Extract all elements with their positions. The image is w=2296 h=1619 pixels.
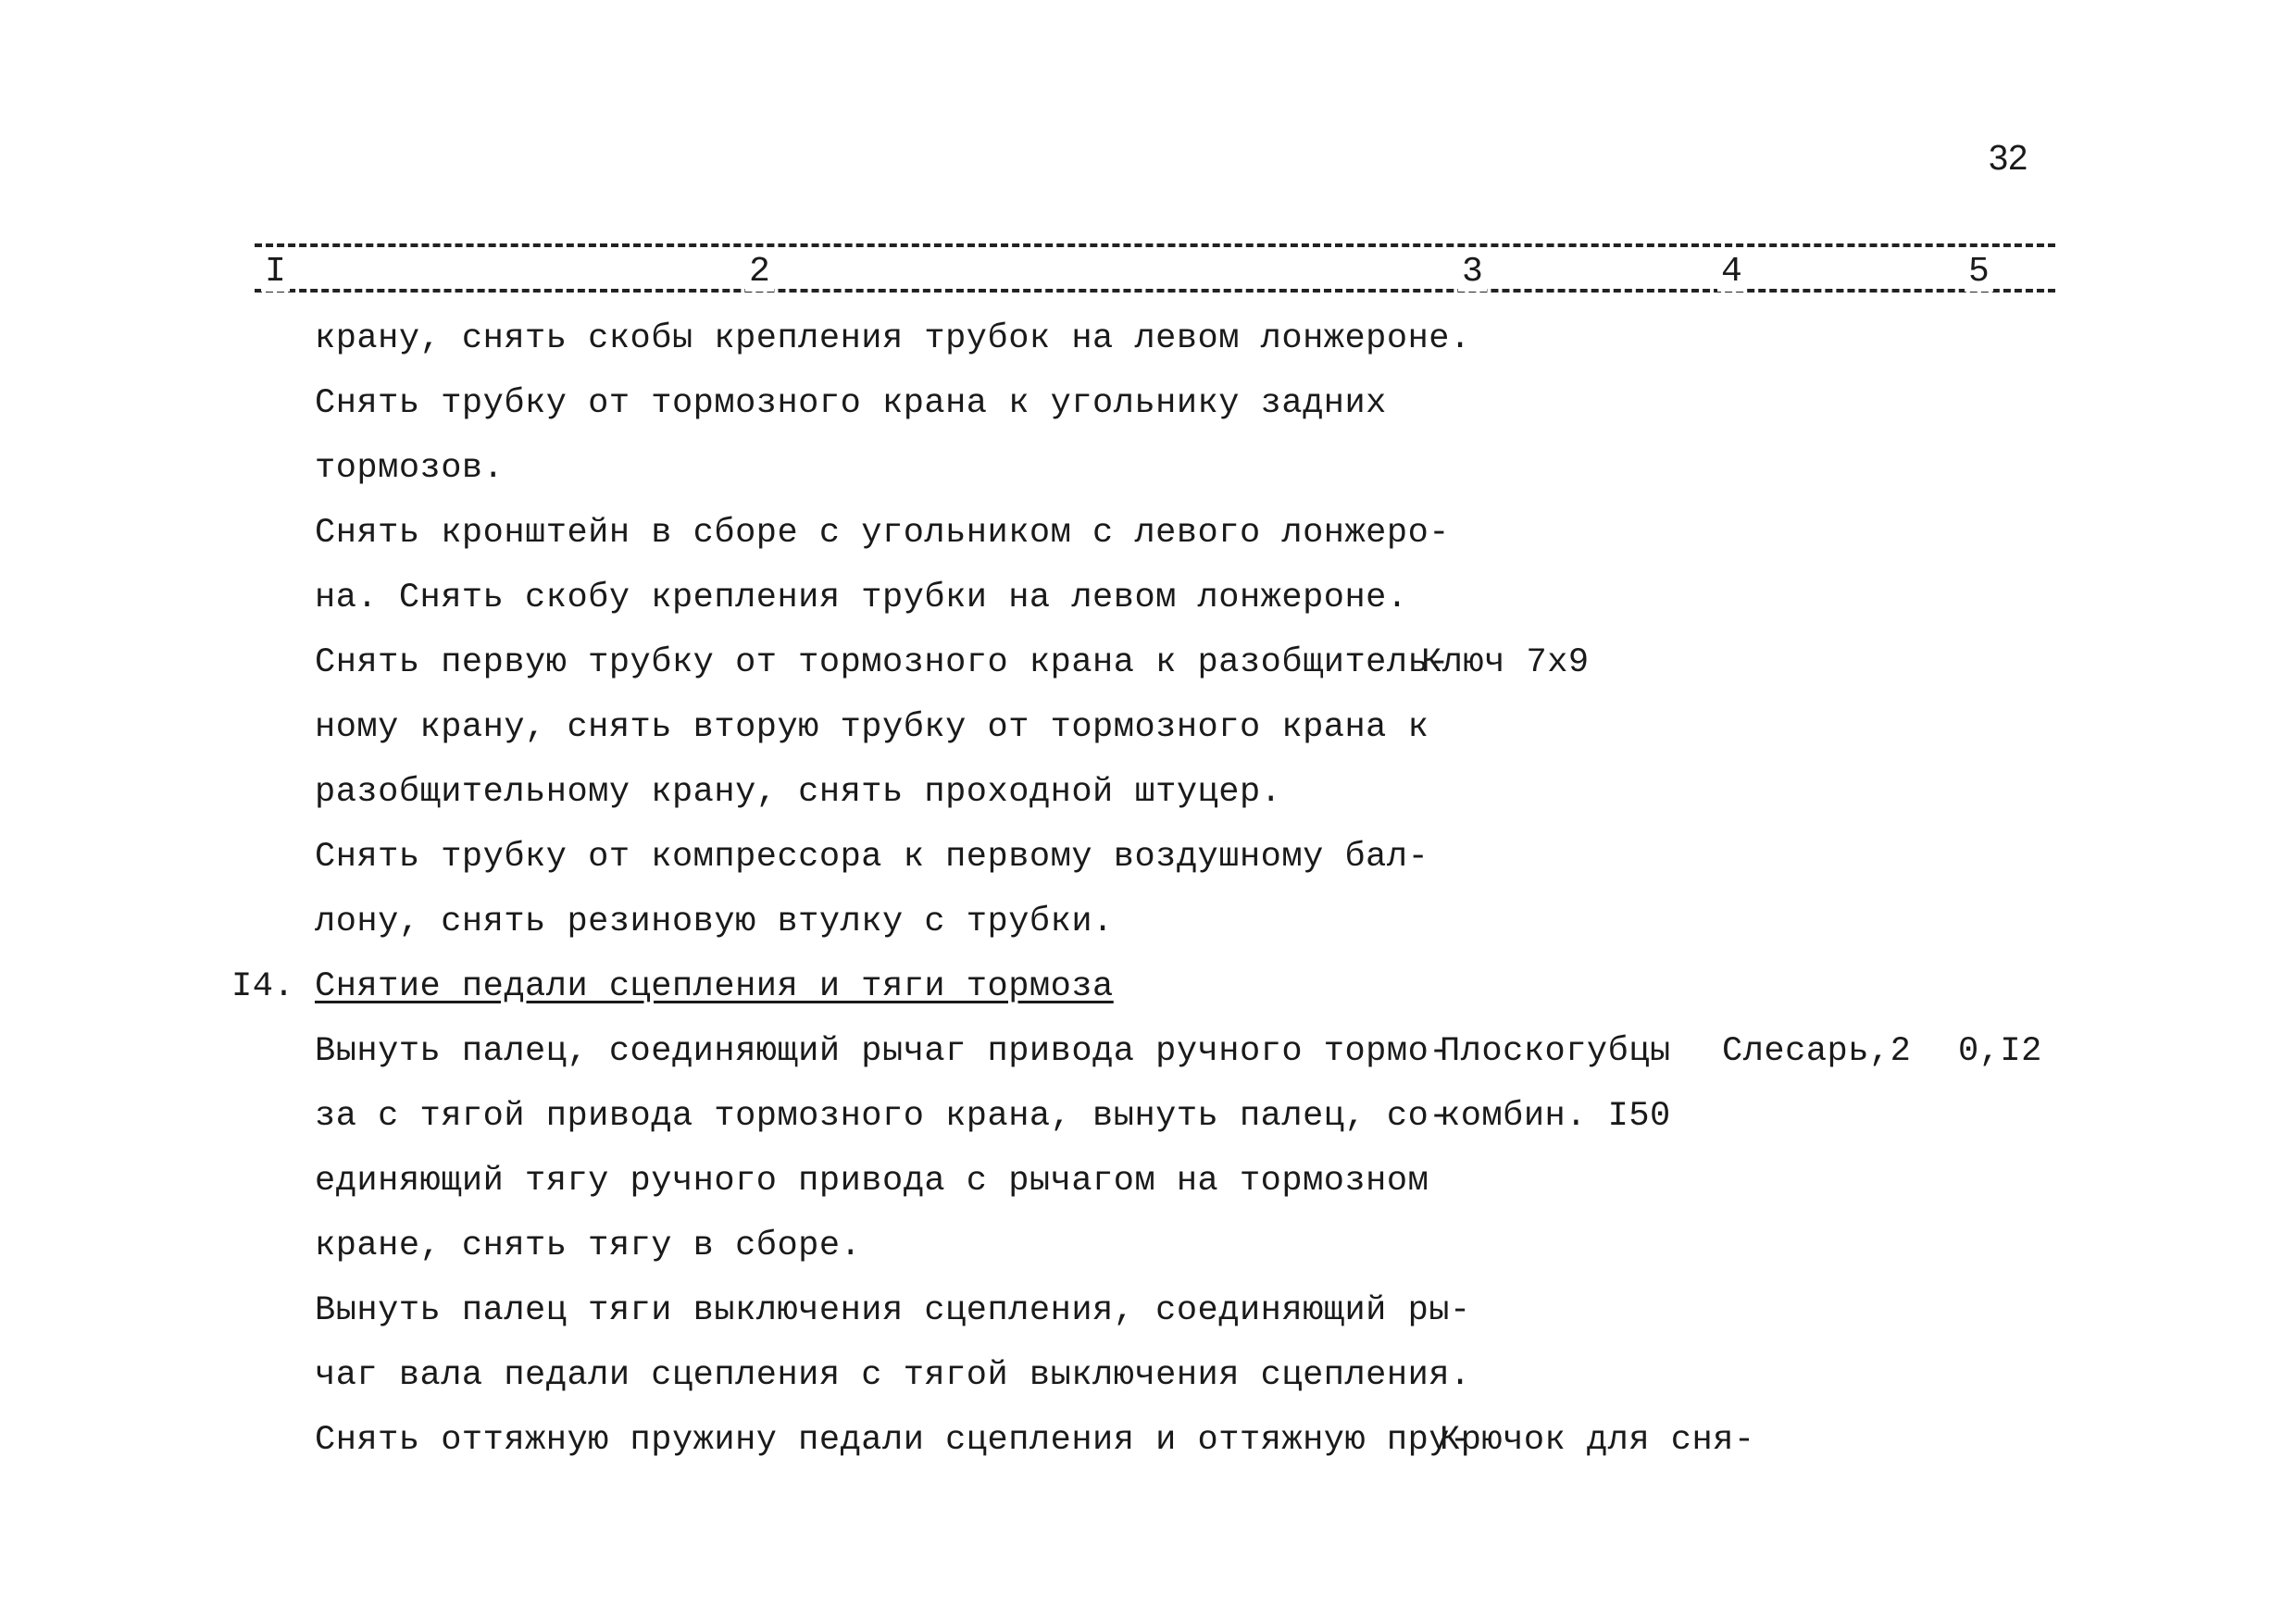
operation-text-line: лону, снять резиновую втулку с трубки. [315, 903, 1114, 941]
operation-text-line: за с тягой привода тормозного крана, вынуть палец, со- [315, 1097, 1450, 1136]
operation-text-line: Снять трубку от компрессора к первому воздушному бал- [315, 838, 1429, 877]
column-number-5: 5 [1965, 252, 1993, 292]
header-bottom-rule [255, 289, 2055, 293]
operation-text-line: Вынуть палец тяги выключения сцепления, соединяющий ры- [315, 1291, 1471, 1330]
tool-cell: Ключ 7х9 [1421, 643, 1590, 682]
operation-text-line: тормозов. [315, 449, 505, 488]
operation-text-line: Снять трубку от тормозного крана к угольнику задних [315, 384, 1387, 423]
operation-text-line: Снять первую трубку от тормозного крана к разобщитель- [315, 643, 1450, 682]
header-top-rule [255, 243, 2055, 247]
page-number: 32 [1989, 139, 2028, 178]
column-number-2: 2 [745, 252, 774, 292]
tool-cell: Плоскогубцы [1440, 1032, 1671, 1071]
operation-text-line: Снять оттяжную пружину педали сцепления и оттяжную пру- [315, 1421, 1471, 1460]
column-number-4: 4 [1717, 252, 1746, 292]
time-cell: 0,I2 [1958, 1032, 2042, 1071]
operation-text-line: чаг вала педали сцепления с тягой выключения сцепления. [315, 1356, 1471, 1395]
tool-cell: Крючок для сня- [1440, 1421, 1755, 1460]
operation-text-line: единяющий тягу ручного привода с рычагом на тормозном [315, 1162, 1429, 1201]
column-number-1: I [261, 252, 290, 292]
operation-text-line: разобщительному крану, снять проходной штуцер. [315, 773, 1282, 812]
operation-text-line: крану, снять скобы крепления трубок на левом лонжероне. [315, 319, 1471, 358]
column-number-3: 3 [1458, 252, 1487, 292]
section-heading: Снятие педали сцепления и тяги тормоза [315, 967, 1114, 1006]
tool-cell: комбин. I50 [1440, 1097, 1671, 1136]
operation-text-line: ному крану, снять вторую трубку от тормозного крана к [315, 708, 1429, 747]
section-number: I4. [231, 967, 295, 1006]
worker-cell: Слесарь,2 [1722, 1032, 1912, 1071]
operation-text-line: кране, снять тягу в сборе. [315, 1227, 862, 1265]
operation-text-line: Снять кронштейн в сборе с угольником с левого лонжеро- [315, 514, 1450, 553]
operation-text-line: Вынуть палец, соединяющий рычаг привода ручного тормо- [315, 1032, 1450, 1071]
operation-text-line: на. Снять скобу крепления трубки на левом лонжероне. [315, 579, 1408, 617]
